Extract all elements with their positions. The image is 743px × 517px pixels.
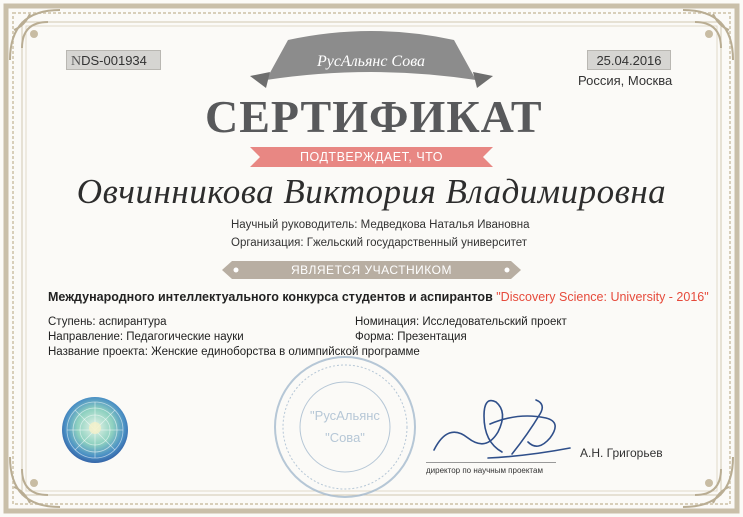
- signature: [428, 392, 578, 470]
- organization-line: Организация: Гжельский государственный университет: [231, 237, 528, 249]
- direction-field: Направление: Педагогические науки: [48, 331, 244, 343]
- nomination-field: Номинация: Исследовательский проект: [355, 316, 567, 328]
- form-field: Форма: Презентация: [355, 331, 467, 343]
- degree-field: Ступень: аспирантура: [48, 316, 167, 328]
- signer-name: А.Н. Григорьев: [580, 446, 663, 460]
- stamp-line-2: "Сова": [325, 430, 365, 445]
- contest-name: "Discovery Science: University - 2016": [496, 290, 709, 304]
- stamp-icon: [270, 352, 420, 502]
- supervisor-line: Научный руководитель: Медведкова Наталья Ивановна: [231, 219, 530, 231]
- certificate-number: DS-001934: [81, 53, 147, 68]
- certificate-city: Россия, Москва: [578, 73, 673, 88]
- number-prefix: N: [71, 54, 82, 69]
- participant-banner-text: ЯВЛЯЕТСЯ УЧАСТНИКОМ: [290, 263, 452, 277]
- recipient-name: Овчинникова Виктория Владимировна: [76, 172, 667, 211]
- project-title-field: Название проекта: Женские единоборства в олимпийской программе: [48, 346, 420, 358]
- certificate-number-box: [66, 50, 161, 70]
- hologram-seal-icon: [60, 395, 130, 465]
- stamp-line-1: "РусАльянс: [310, 408, 380, 423]
- signature-line: [426, 462, 556, 463]
- signature-caption: директор по научным проектам: [426, 466, 543, 475]
- certificate-date: 25.04.2016: [587, 50, 671, 70]
- contest-line: [48, 290, 709, 304]
- contest-text: Международного интеллектуального конкурса студентов и аспирантов: [48, 290, 493, 304]
- confirms-text: ПОДТВЕРЖДАЕТ, ЧТО: [300, 150, 443, 164]
- organizer-logo-text: РусАльянс Сова: [316, 53, 426, 70]
- certificate-title: СЕРТИФИКАТ: [205, 91, 543, 142]
